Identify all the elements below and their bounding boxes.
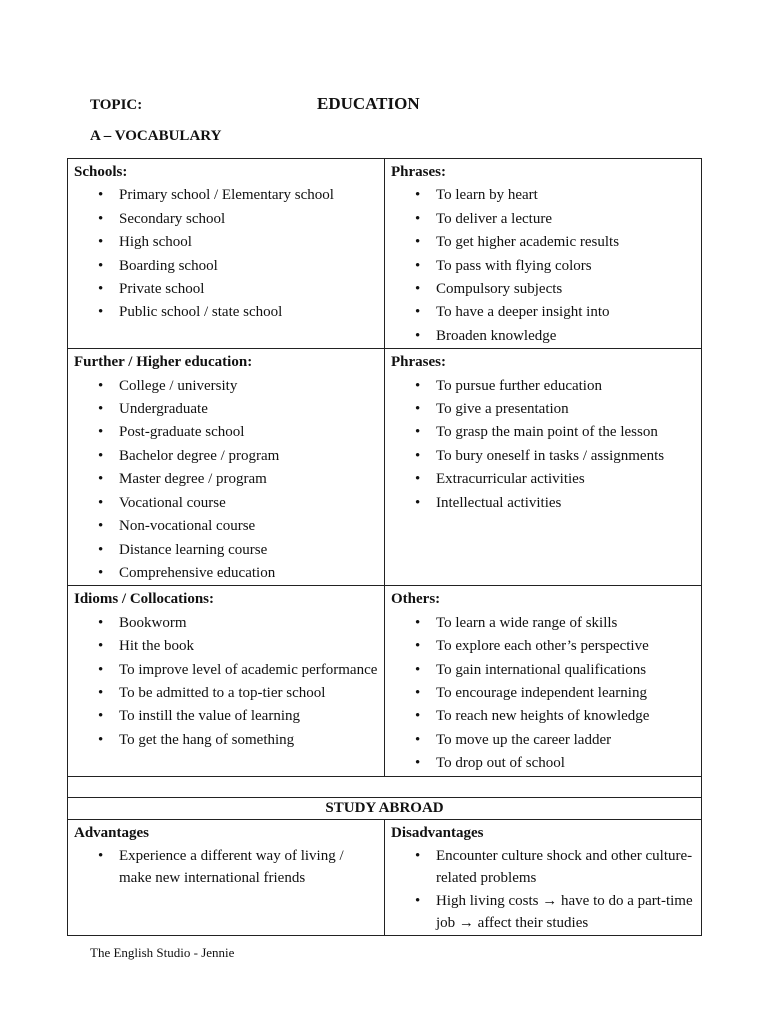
list-item: • To gain international qualifications [391,659,695,682]
phrases-cell [385,349,702,586]
bullet-list [74,184,378,324]
cell-title: Phrases: [391,164,446,180]
topic-label: TOPIC: [90,97,143,113]
bullet-list [391,375,695,515]
bullet-list [391,845,695,935]
list-item: • Non-vocational course [74,515,378,538]
phrases-cell [385,159,702,349]
vocabulary-table [67,158,702,936]
list-item: • To instill the value of learning [74,705,378,728]
table-row [68,349,702,586]
list-item: • Undergraduate [74,398,378,421]
section-heading: A – VOCABULARY [90,128,222,144]
cell-title: Idioms / Collocations: [74,591,215,608]
list-item: • To get the hang of something [74,729,378,752]
list-item: • Private school [74,278,378,301]
list-item: • To pass with flying colors [391,255,695,278]
list-item: • To improve level of academic performance [74,659,378,682]
list-item: • Encounter culture shock and other culture-related problems [391,845,695,890]
list-item: • Broaden knowledge [391,325,695,348]
cell-title: Schools: [74,164,128,180]
list-item: • To be admitted to a top-tier school [74,682,378,705]
bullet-list [74,845,378,890]
list-item: • Comprehensive education [74,562,378,585]
list-item: • Distance learning course [74,539,378,562]
footer-credit: The English Studio - Jennie [90,945,235,960]
list-item: • Master degree / program [74,468,378,491]
list-item: • To bury oneself in tasks / assignments [391,445,695,468]
list-item: • To encourage independent learning [391,682,695,705]
disadvantages-cell [385,819,702,935]
list-item: • To pursue further education [391,375,695,398]
bullet-list [74,612,378,752]
list-item: • To learn by heart [391,184,695,207]
list-item: • To deliver a lecture [391,208,695,231]
list-item: • College / university [74,375,378,398]
schools-cell [68,159,385,349]
cell-title: Advantages [74,824,150,841]
idioms-cell [68,586,385,776]
others-cell [385,586,702,776]
list-item: • To grasp the main point of the lesson [391,421,695,444]
list-item: • Secondary school [74,208,378,231]
list-item: • To have a deeper insight into [391,301,695,324]
list-item: • Hit the book [74,635,378,658]
bullet-list [391,184,695,348]
list-item: • To learn a wide range of skills [391,612,695,635]
list-item: • Compulsory subjects [391,278,695,301]
list-item: • High living costs → have to do a part-time job → affect their studies [391,890,695,935]
advantages-cell [68,819,385,935]
list-item: • To give a presentation [391,398,695,421]
list-item: • Boarding school [74,255,378,278]
topic-title: EDUCATION [317,94,420,113]
cell-title: Disadvantages [391,824,484,841]
list-item: • Public school / state school [74,301,378,324]
bullet-list [74,375,378,586]
cell-title: Further / Higher education: [74,354,253,371]
list-item: • Extracurricular activities [391,468,695,491]
list-item: • Experience a different way of living / make new international friends [74,845,378,890]
list-item: • To explore each other’s perspective [391,635,695,658]
list-item: • High school [74,231,378,254]
list-item: • Bachelor degree / program [74,445,378,468]
list-item: • Bookworm [74,612,378,635]
table-row [68,159,702,349]
table-row [68,586,702,776]
empty-cell [68,776,702,797]
table-row [68,819,702,935]
cell-title: Others: [391,591,441,608]
study-abroad-heading-row [68,797,702,819]
empty-row [68,776,702,797]
study-abroad-heading: STUDY ABROAD [68,797,702,819]
list-item: • To move up the career ladder [391,729,695,752]
bullet-list [391,612,695,776]
topic-row [90,94,690,116]
list-item: • Post-graduate school [74,421,378,444]
list-item: • To drop out of school [391,752,695,775]
list-item: • To reach new heights of knowledge [391,705,695,728]
list-item: • To get higher academic results [391,231,695,254]
list-item: • Primary school / Elementary school [74,184,378,207]
higher-education-cell [68,349,385,586]
cell-title: Phrases: [391,354,446,371]
list-item: • Vocational course [74,492,378,515]
list-item: • Intellectual activities [391,492,695,515]
